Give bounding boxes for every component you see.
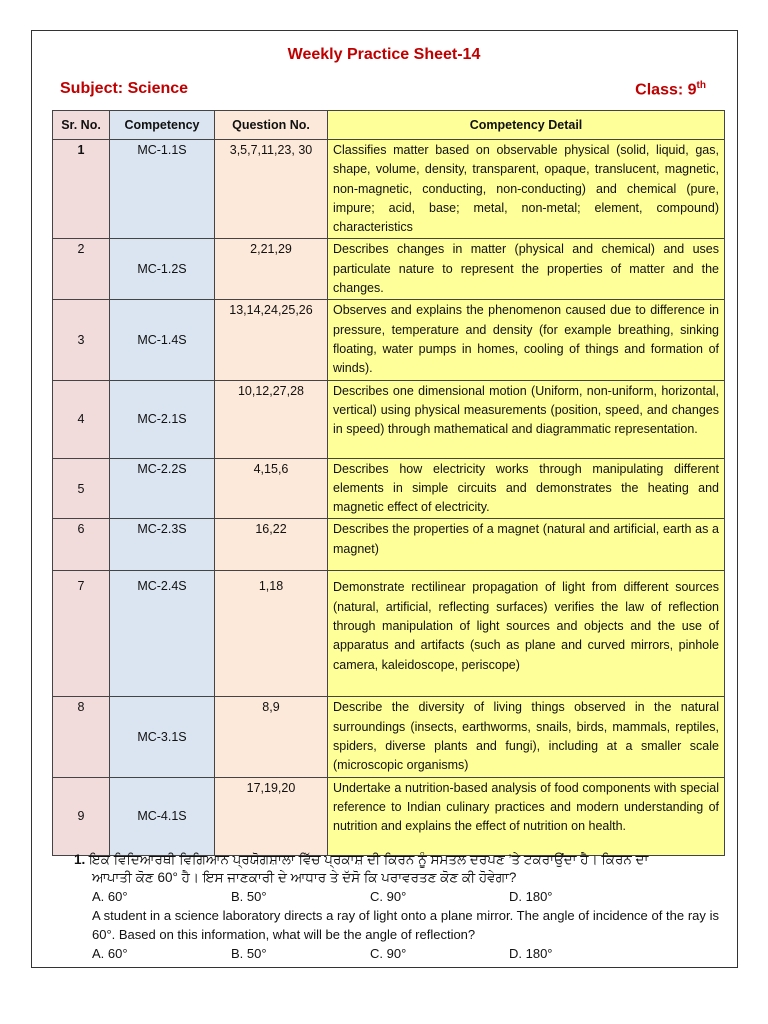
question-cell: 4,15,6 <box>215 458 328 519</box>
option-a: A. 60° <box>92 946 128 961</box>
detail-cell: Demonstrate rectilinear propagation of light from different sources (natural, artificial, reflecting surfaces) verifies the law of reflection through manipulation of light sources and objects and the use of apparatus and artifacts (such as plane and curved mirrors, pinhole camera, kaleidoscope, periscope) <box>328 571 725 697</box>
table-row <box>53 777 725 855</box>
detail-cell: Describes how electricity works through manipulating different elements in simple circuits and demonstrates the heating and magnetic effect of electricity. <box>328 458 725 519</box>
competency-cell: MC-2.3S <box>110 519 215 571</box>
question-cell: 16,22 <box>215 519 328 571</box>
header-question-no: Question No. <box>215 111 328 140</box>
question-cell: 3,5,7,11,23, 30 <box>215 140 328 239</box>
competency-table <box>52 110 725 856</box>
table-row <box>53 458 725 519</box>
competency-cell: MC-1.4S <box>110 300 215 380</box>
detail-cell: Observes and explains the phenomenon caused due to difference in pressure, temperature and density (for example breathing, sinking floating, water pumps in homes, cooling of things and formation of winds). <box>328 300 725 380</box>
table-header-row <box>53 111 725 140</box>
punjabi-line-2: ਆਪਾਤੀ ਕੋਣ 60° ਹੈ। ਇਸ ਜਾਣਕਾਰੀ ਦੇ ਆਧਾਰ ਤੇ ਦੱਸੋ ਕਿ ਪਰਾਵਰਤਣ ਕੋਣ ਕੀ ਹੋਵੇਗਾ? <box>92 870 517 885</box>
class-sup: th <box>696 80 706 91</box>
sr-no-cell: 9 <box>53 777 110 855</box>
question-1 <box>74 851 719 963</box>
class-label <box>635 80 706 99</box>
punjabi-line-1: ਇਕ ਵਿਦਿਆਰਥੀ ਵਿਗਿਆਨ ਪ੍ਰਯੋਗਸ਼ਾਲਾ ਵਿੱਚ ਪ੍ਰਕਾਸ਼ ਦੀ ਕਿਰਨ ਨੂੰ ਸਮਤਲ ਦਰਪਣ ’ਤੇ ਟਕਰਾਉਂਦਾ ਹੈ। ਕਿਰਨ ਦਾ <box>89 852 649 867</box>
competency-cell: MC-3.1S <box>110 697 215 777</box>
competency-cell: MC-1.1S <box>110 140 215 239</box>
table-row <box>53 519 725 571</box>
sr-no-cell: 5 <box>53 458 110 519</box>
punjabi-question <box>74 851 719 869</box>
english-options <box>74 944 719 963</box>
competency-cell: MC-4.1S <box>110 777 215 855</box>
class-text: Class: 9 <box>635 81 697 99</box>
table-row <box>53 571 725 697</box>
table-row <box>53 300 725 380</box>
option-b: B. 50° <box>231 946 267 961</box>
question-cell: 17,19,20 <box>215 777 328 855</box>
sr-no-cell: 3 <box>53 300 110 380</box>
option-b: B. 50° <box>231 889 267 904</box>
sheet-title: Weekly Practice Sheet-14 <box>287 46 481 63</box>
detail-cell: Undertake a nutrition-based analysis of food components with special reference to Indian culinary practices and modern understanding of nutrition and explains the effect of nutrition on health. <box>328 777 725 855</box>
english-question: A student in a science laboratory directs a ray of light onto a plane mirror. The angle of incidence of the ray is 60°. Based on this information, what will be the angle of reflection? <box>92 908 719 942</box>
question-cell: 8,9 <box>215 697 328 777</box>
question-number: 1. <box>74 852 86 867</box>
sr-no-cell: 6 <box>53 519 110 571</box>
question-cell: 1,18 <box>215 571 328 697</box>
question-cell: 10,12,27,28 <box>215 380 328 458</box>
table-row <box>53 140 725 239</box>
detail-cell: Describes the properties of a magnet (natural and artificial, earth as a magnet) <box>328 519 725 571</box>
table-row <box>53 239 725 300</box>
detail-cell: Describe the diversity of living things observed in the natural surroundings (insects, earthworms, snails, birds, mammals, reptiles, spiders, diverse plants and fungi), including at a smaller scale (microscopic organisms) <box>328 697 725 777</box>
table-row <box>53 697 725 777</box>
question-cell: 13,14,24,25,26 <box>215 300 328 380</box>
subject-label: Subject: Science <box>60 80 189 97</box>
option-c: C. 90° <box>370 889 407 904</box>
detail-cell: Describes changes in matter (physical and chemical) and uses particulate nature to represent the properties of matter and the changes. <box>328 239 725 300</box>
sr-no-cell: 2 <box>53 239 110 300</box>
competency-cell: MC-2.2S <box>110 458 215 519</box>
option-d: D. 180° <box>509 889 553 904</box>
competency-cell: MC-1.2S <box>110 239 215 300</box>
punjabi-options <box>74 887 719 906</box>
competency-cell: MC-2.1S <box>110 380 215 458</box>
detail-cell: Describes one dimensional motion (Uniform, non-uniform, horizontal, vertical) using physical measurements (position, speed, and changes in speed) through mathematical and diagrammatic representation. <box>328 380 725 458</box>
header-competency-detail: Competency Detail <box>328 111 725 140</box>
header-sr-no: Sr. No. <box>53 111 110 140</box>
question-cell: 2,21,29 <box>215 239 328 300</box>
sr-no-cell: 8 <box>53 697 110 777</box>
header-competency: Competency <box>110 111 215 140</box>
option-c: C. 90° <box>370 946 407 961</box>
option-d: D. 180° <box>509 946 553 961</box>
option-a: A. 60° <box>92 889 128 904</box>
sr-no-cell: 4 <box>53 380 110 458</box>
table-row <box>53 380 725 458</box>
detail-cell: Classifies matter based on observable physical (solid, liquid, gas, shape, volume, density, transparent, opaque, translucent, magnetic, non-magnetic, conducting, non-conducting) and chemical (pure, impure; acid, base; metal, non-metal; element, compound) characteristics <box>328 140 725 239</box>
sr-no-cell: 1 <box>53 140 110 239</box>
sr-no-cell: 7 <box>53 571 110 697</box>
competency-cell: MC-2.4S <box>110 571 215 697</box>
